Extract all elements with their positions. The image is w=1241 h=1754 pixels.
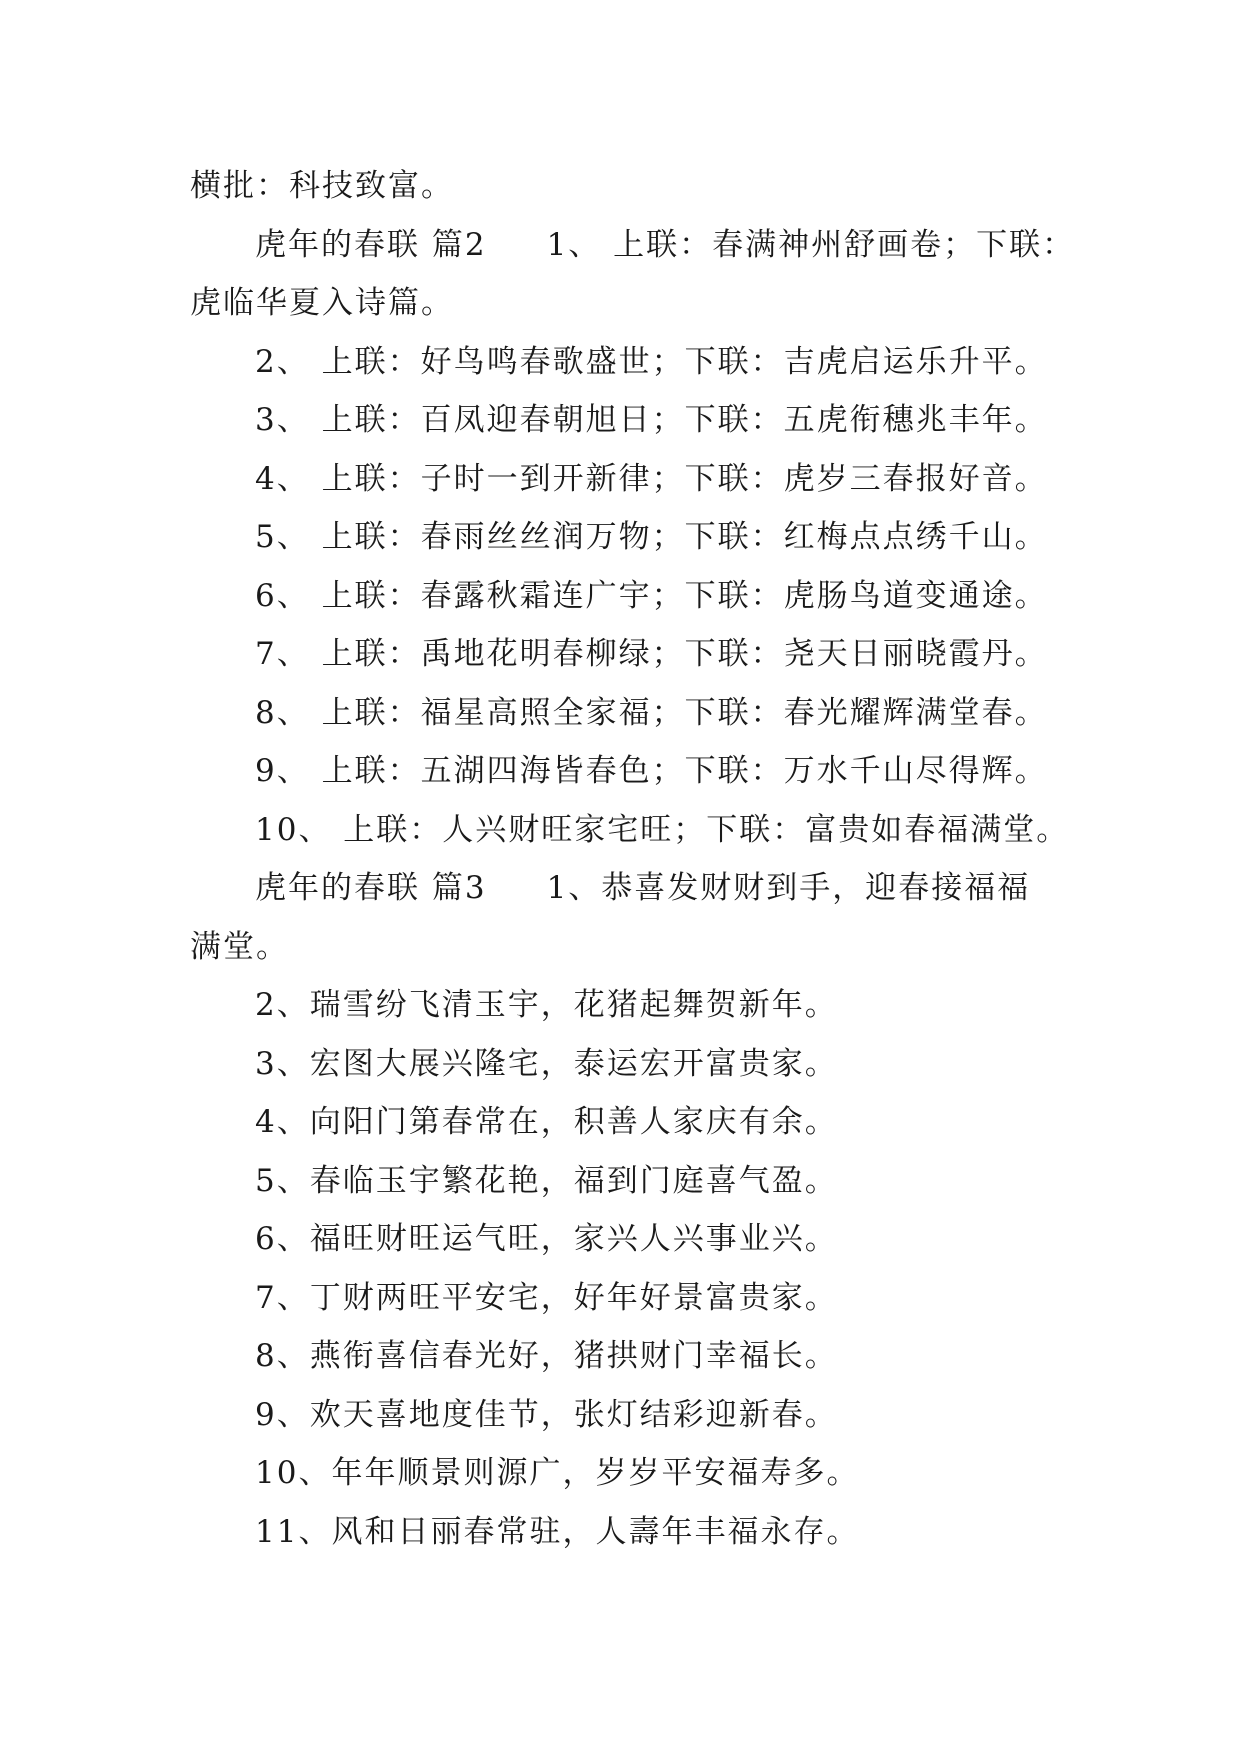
section-3-item: 6、福旺财旺运气旺，家兴人兴事业兴。 (255, 1221, 838, 1257)
section-3-item: 3、宏图大展兴隆宅，泰运宏开富贵家。 (255, 1045, 838, 1082)
section-3-item: 4、向阳门第春常在，积善人家庆有余。 (255, 1104, 838, 1140)
section-2-item: 10、 上联：人兴财旺家宅旺；下联：富贵如春福满堂。 (255, 811, 1070, 848)
section-3-item-1-cont: 满堂。 (190, 928, 289, 965)
section-2-item-1-cont: 虎临华夏入诗篇。 (190, 285, 454, 321)
text-line-hengpi: 横批：科技致富。 (190, 168, 454, 204)
section-3-item: 11、风和日丽春常驻，人壽年丰福永存。 (255, 1513, 860, 1550)
section-2-item: 5、 上联：春雨丝丝润万物；下联：红梅点点绣千山。 (255, 519, 1048, 555)
section-3-item: 9、欢天喜地度佳节，张灯结彩迎新春。 (255, 1396, 838, 1433)
section-3-heading-line (190, 859, 1070, 918)
section-3-item-1: 1、恭喜发财财到手，迎春接福福 (546, 870, 1031, 906)
section-2-item-1: 1、 上联：春满神州舒画卷；下联： (546, 226, 1076, 263)
section-3-item: 2、瑞雪纷飞清玉宇，花猪起舞贺新年。 (255, 987, 838, 1023)
section-3-heading: 虎年的春联 篇3 (255, 870, 487, 906)
document-body (190, 157, 1076, 1561)
section-3-item: 10、年年顺景则源广，岁岁平安福寿多。 (255, 1455, 860, 1491)
section-3-item: 7、丁财两旺平安宅，好年好景富贵家。 (255, 1279, 838, 1316)
section-2-item: 4、 上联：子时一到开新律；下联：虎岁三春报好音。 (255, 460, 1048, 497)
section-2-item: 2、 上联：好鸟鸣春歌盛世；下联：吉虎启运乐升平。 (255, 343, 1048, 380)
section-2-item: 8、 上联：福星高照全家福；下联：春光耀辉满堂春。 (255, 694, 1048, 731)
section-3-item: 8、燕衔喜信春光好，猪拱财门幸福长。 (255, 1338, 838, 1374)
section-2-item: 7、 上联：禹地花明春柳绿；下联：尧天日丽晓霞丹。 (255, 636, 1048, 672)
section-3-item: 5、春临玉宇繁花艳，福到门庭喜气盈。 (255, 1162, 838, 1199)
section-2-heading: 虎年的春联 篇2 (255, 226, 487, 263)
section-2-item: 9、 上联：五湖四海皆春色；下联：万水千山尽得辉。 (255, 753, 1048, 789)
section-2-item: 6、 上联：春露秋霜连广宇；下联：虎肠鸟道变通途。 (255, 577, 1048, 614)
section-2-heading-line (190, 216, 1076, 275)
section-2-item: 3、 上联：百凤迎春朝旭日；下联：五虎衔穗兆丰年。 (255, 402, 1048, 438)
